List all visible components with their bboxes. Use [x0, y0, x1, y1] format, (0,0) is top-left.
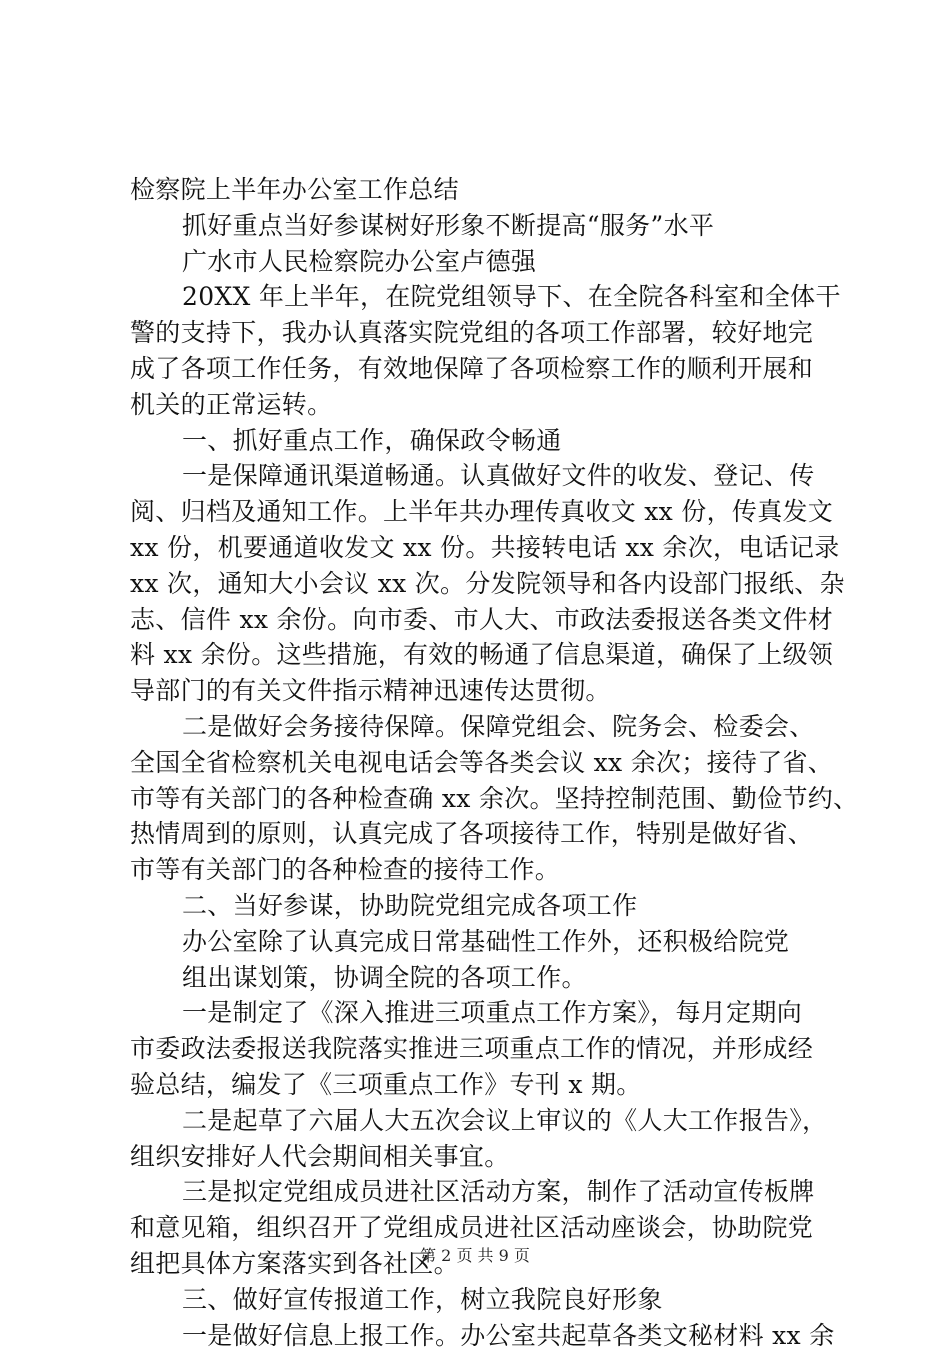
paragraph-line: 市委政法委报送我院落实推进三项重点工作的情况，并形成经: [130, 1031, 830, 1067]
paragraph-line: 组织安排好人代会期间相关事宜。: [130, 1139, 830, 1175]
paragraph-line: xx 次，通知大小会议 xx 次。分发院领导和各内设部门报纸、杂: [130, 566, 830, 602]
paragraph-line: 验总结，编发了《三项重点工作》专刊 x 期。: [130, 1067, 830, 1103]
paragraph-line: 警的支持下，我办认真落实院党组的各项工作部署，较好地完: [130, 315, 830, 351]
paragraph-line: 二是起草了六届人大五次会议上审议的《人大工作报告》，: [130, 1103, 830, 1139]
doc-author: 广水市人民检察院办公室卢德强: [130, 244, 830, 280]
paragraph-line: 阅、归档及通知工作。上半年共办理传真收文 xx 份，传真发文: [130, 494, 830, 530]
paragraph-line: xx 份，机要通道收发文 xx 份。共接转电话 xx 余次，电话记录: [130, 530, 830, 566]
paragraph-line: 成了各项工作任务，有效地保障了各项检察工作的顺利开展和: [130, 351, 830, 387]
paragraph-line: 料 xx 余份。这些措施，有效的畅通了信息渠道，确保了上级领: [130, 637, 830, 673]
paragraph-line: 热情周到的原则，认真完成了各项接待工作，特别是做好省、: [130, 816, 830, 852]
paragraph-line: 一是做好信息上报工作。办公室共起草各类文秘材料 xx 余: [130, 1318, 830, 1353]
paragraph-line: 导部门的有关文件指示精神迅速传达贯彻。: [130, 673, 830, 709]
paragraph-line: 机关的正常运转。: [130, 387, 830, 423]
paragraph-line: 办公室除了认真完成日常基础性工作外，还积极给院党: [130, 924, 830, 960]
doc-title: 检察院上半年办公室工作总结: [130, 172, 830, 208]
paragraph-line: 市等有关部门的各种检查确 xx 余次。坚持控制范围、勤俭节约、: [130, 781, 830, 817]
paragraph-line: 市等有关部门的各种检查的接待工作。: [130, 852, 830, 888]
paragraph-line: 20XX 年上半年，在院党组领导下、在全院各科室和全体干: [130, 279, 830, 315]
paragraph-line: 一是保障通讯渠道畅通。认真做好文件的收发、登记、传: [130, 458, 830, 494]
section-heading: 三、做好宣传报道工作，树立我院良好形象: [130, 1282, 830, 1318]
page-number-footer: 第 2 页 共 9 页: [0, 1243, 950, 1266]
paragraph-line: 一是制定了《深入推进三项重点工作方案》，每月定期向: [130, 995, 830, 1031]
doc-subtitle: 抓好重点当好参谋树好形象不断提高“服务”水平: [130, 208, 830, 244]
document-body: [130, 172, 830, 1353]
paragraph-line: 三是拟定党组成员进社区活动方案，制作了活动宣传板牌: [130, 1174, 830, 1210]
section-heading: 一、抓好重点工作，确保政令畅通: [130, 423, 830, 459]
section-heading: 二、当好参谋，协助院党组完成各项工作: [130, 888, 830, 924]
paragraph-line: 二是做好会务接待保障。保障党组会、院务会、检委会、: [130, 709, 830, 745]
paragraph-line: 全国全省检察机关电视电话会等各类会议 xx 余次；接待了省、: [130, 745, 830, 781]
paragraph-line: 志、信件 xx 余份。向市委、市人大、市政法委报送各类文件材: [130, 602, 830, 638]
paragraph-line: 组出谋划策，协调全院的各项工作。: [130, 960, 830, 996]
paragraph-line: 组把具体方案落实到各社区。: [130, 1246, 830, 1282]
paragraph-line: 和意见箱，组织召开了党组成员进社区活动座谈会，协助院党: [130, 1210, 830, 1246]
